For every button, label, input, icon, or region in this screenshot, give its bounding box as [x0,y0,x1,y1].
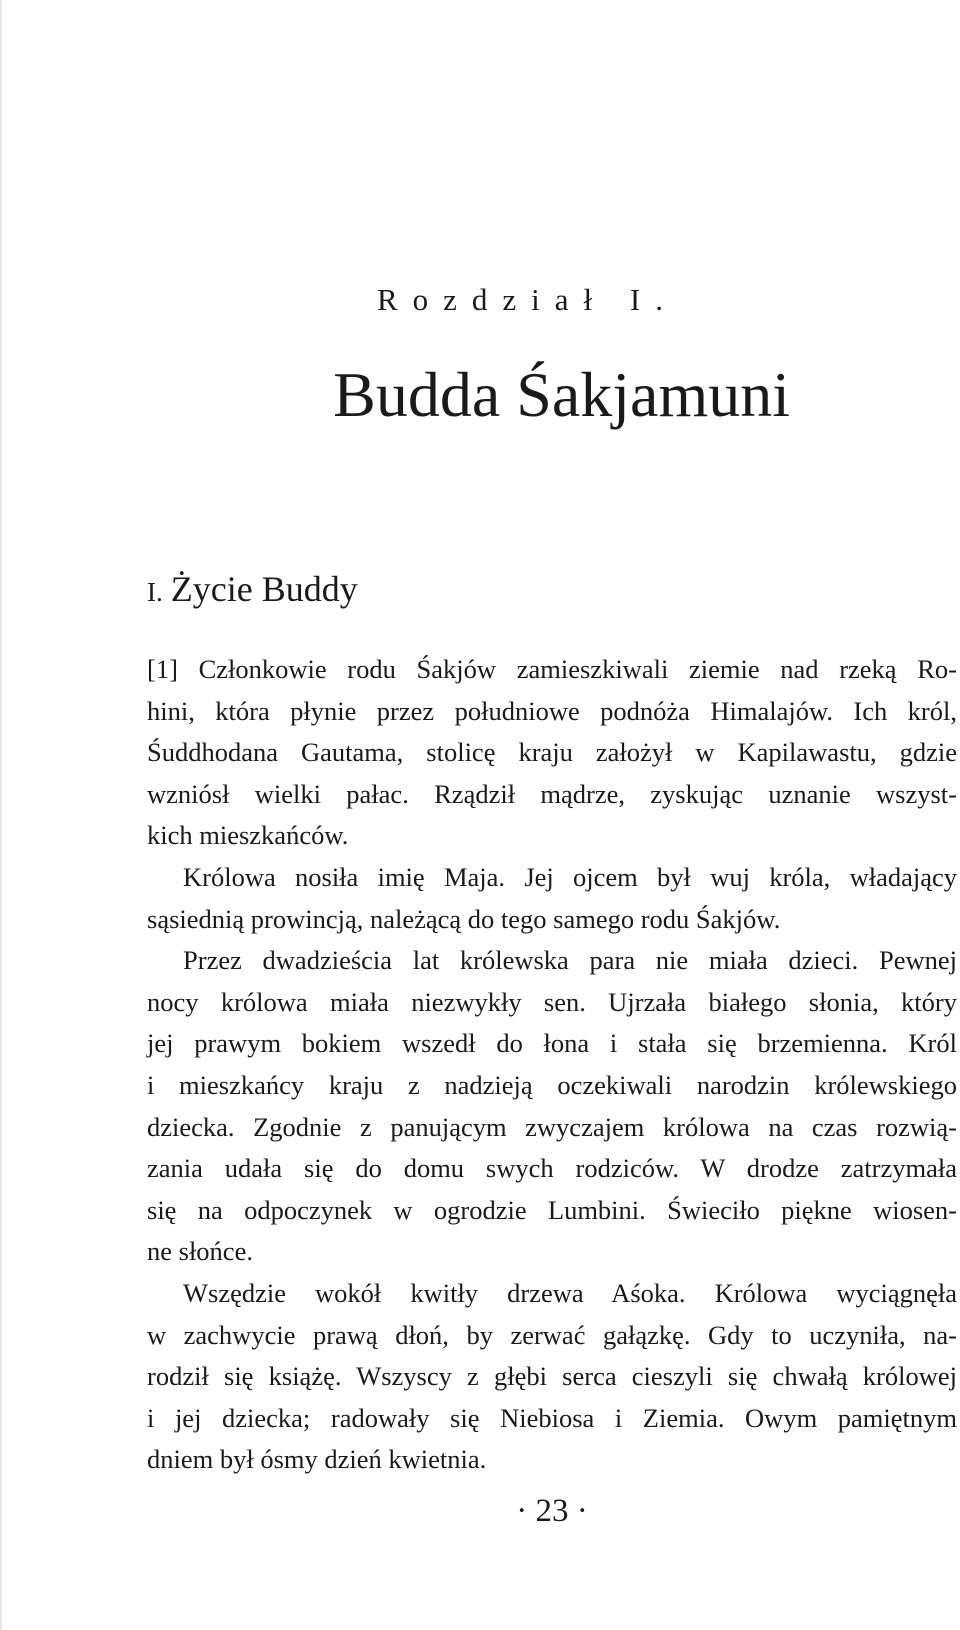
text-line: wzniósł wielki pałac. Rządził mądrze, zyskując uznanie wszyst- [147,778,957,809]
text-line: sąsiednią prowincją, należącą do tego samego rodu Śakjów. [147,903,781,934]
chapter-label: Rozdział I. [376,282,678,317]
text-line: Królowa nosiła imię Maja. Jej ojcem był wuj króla, władający [183,861,957,892]
text-line: Przez dwadzieścia lat królewska para nie miała dzieci. Pewnej [183,945,957,976]
chapter-title: Budda Śakjamuni [333,359,790,430]
text-line: rodził się książę. Wszyscy z głębi serca cieszyli się chwałą królowej [147,1361,957,1392]
text-line: kich mieszkańców. [147,820,349,851]
text-line: [1] Członkowie rodu Śakjów zamieszkiwali ziemie nad rzeką Ro- [147,654,957,684]
text-line: w zachwycie prawą dłoń, by zerwać gałązkę. Gdy to uczyniła, na- [147,1319,957,1350]
section-heading [147,568,358,610]
text-line: Wszędzie wokół kwitły drzewa Aśoka. Królowa wyciągnęła [183,1277,957,1308]
page-edge [0,0,2,1630]
text-line: ne słońce. [147,1236,253,1267]
text-line: zania udała się do domu swych rodziców. W drodze zatrzymała [147,1153,957,1184]
text-line: jej prawym bokiem wszedł do łona i stała się brzemienna. Król [147,1028,957,1059]
text-line: i jej dziecka; radowały się Niebiosa i Ziemia. Owym pamiętnym [147,1402,957,1433]
text-line: się na odpoczynek w ogrodzie Lumbini. Świeciło piękne wiosen- [147,1194,957,1225]
text-line: Śuddhodana Gautama, stolicę kraju założył w Kapilawastu, gdzie [147,737,957,768]
body-text [147,649,957,1481]
text-line: dziecka. Zgodnie z panującym zwyczajem królowa na czas rozwią- [147,1111,957,1142]
text-line: nocy królowa miała niezwykły sen. Ujrzała białego słonia, który [147,986,957,1017]
text-line: i mieszkańcy kraju z nadzieją oczekiwali narodzin królewskiego [147,1069,957,1100]
text-line: hini, która płynie przez południowe podnóża Himalajów. Ich król, [147,695,957,726]
section-title: Życie Buddy [170,569,358,609]
page-number: · 23 · [516,1493,588,1529]
text-line: dniem był ósmy dzień kwietnia. [147,1444,487,1475]
section-number: I. [147,577,163,607]
